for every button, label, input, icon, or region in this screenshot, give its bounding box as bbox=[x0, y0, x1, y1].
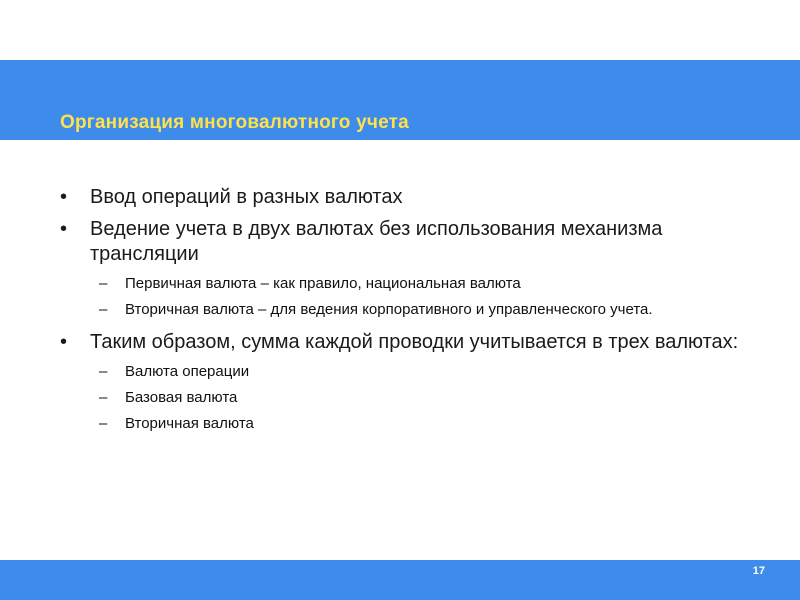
bullet-text: Ввод операций в разных валютах bbox=[90, 186, 403, 208]
sub-text: Валюта операции bbox=[125, 363, 250, 380]
sub-marker: – bbox=[99, 301, 108, 318]
sub-text: Базовая валюта bbox=[125, 389, 238, 406]
slide-content bbox=[60, 185, 740, 440]
sub-item-2-2 bbox=[60, 300, 740, 320]
sub-marker: – bbox=[99, 389, 108, 406]
sub-item-3-1 bbox=[60, 362, 740, 382]
sub-text: Вторичная валюта bbox=[125, 415, 254, 432]
bullet-item-2 bbox=[60, 217, 740, 267]
sub-item-2-1 bbox=[60, 274, 740, 294]
bullet-text: Таким образом, сумма каждой проводки учитывается в трех валютах: bbox=[90, 331, 739, 353]
bullet-item-1 bbox=[60, 185, 740, 210]
slide-title: Организация многовалютного учета bbox=[60, 112, 409, 133]
bullet-marker: • bbox=[60, 218, 68, 240]
sub-marker: – bbox=[99, 415, 108, 432]
sub-marker: – bbox=[99, 275, 108, 292]
bullet-text: Ведение учета в двух валютах без использования механизма трансляции bbox=[90, 218, 663, 265]
page-number: 17 bbox=[752, 565, 765, 577]
sub-item-3-3 bbox=[60, 414, 740, 434]
footer-band bbox=[0, 560, 800, 600]
sub-item-3-2 bbox=[60, 388, 740, 408]
sub-text: Первичная валюта – как правило, национальная валюта bbox=[125, 275, 521, 292]
bullet-marker: • bbox=[60, 331, 68, 353]
sub-text: Вторичная валюта – для ведения корпоративного и управленческого учета. bbox=[125, 301, 653, 318]
bullet-item-3 bbox=[60, 330, 740, 355]
bullet-marker: • bbox=[60, 186, 68, 208]
sub-marker: – bbox=[99, 363, 108, 380]
